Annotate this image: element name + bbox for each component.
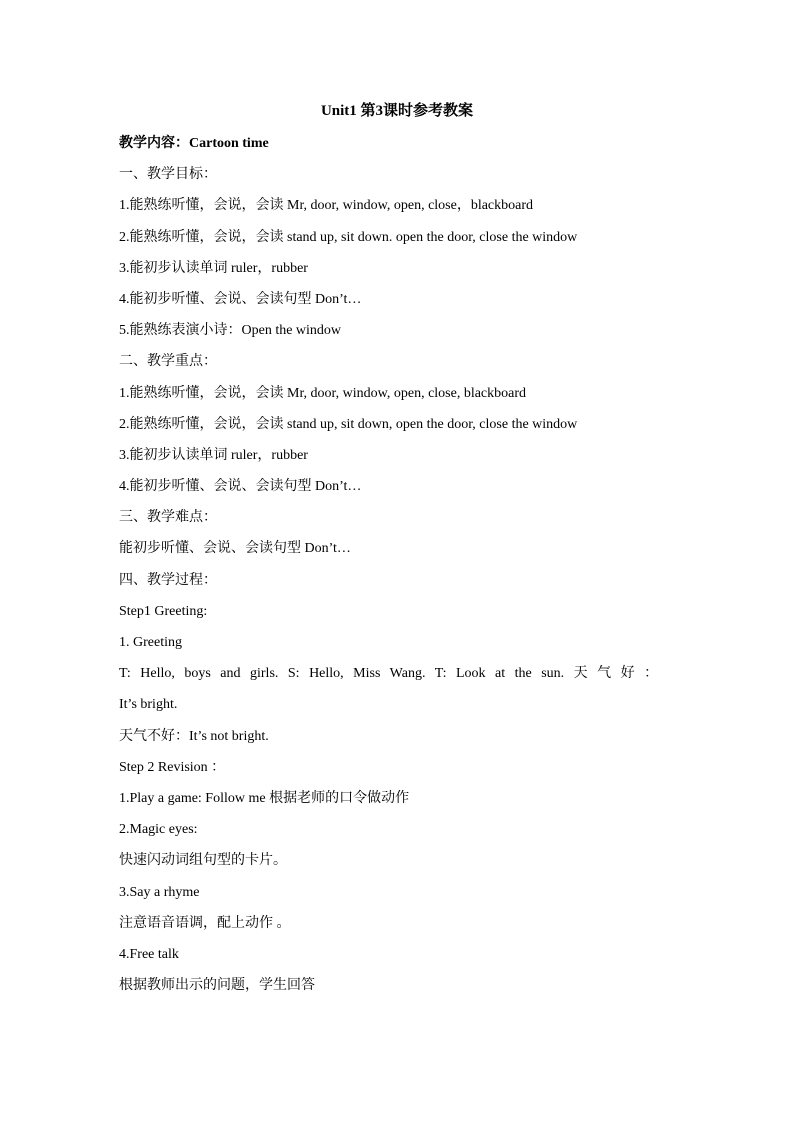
step-2-item-3: 3.Say a rhyme [119, 884, 200, 900]
step-2-item-1: 1.Play a game: Follow me 根据老师的口令做动作 [119, 790, 410, 806]
key-point-item-4: 4.能初步听懂、会说、会读句型 Don’t… [119, 479, 362, 495]
step-2-heading: Step 2 Revision ： [119, 759, 226, 775]
step-2-item-2: 2.Magic eyes: [119, 822, 198, 838]
document-title: Unit1 第3课时参考教案 [320, 103, 474, 119]
step-2-item-4-detail: 根据教师出示的问题，学生回答 [119, 978, 315, 994]
step-1-item-1: 1. Greeting [119, 635, 182, 650]
objective-item-2: 2.能熟练听懂，会说，会读 stand up, sit down. open the door, close the window [119, 229, 578, 245]
step-1-heading: Step1 Greeting: [119, 603, 208, 619]
step-2-item-2-detail: 快速闪动词组句型的卡片。 [119, 853, 287, 869]
section-heading-process: 四、教学过程： [119, 572, 217, 588]
difficulty-item: 能初步听懂、会说、会读句型 Don’t… [119, 541, 351, 557]
greeting-dialog-continued: It’s bright. [119, 697, 178, 713]
step-2-item-3-detail: 注意语音语调，配上动作 。 [119, 915, 291, 931]
objective-item-1: 1.能熟练听懂，会说，会读 Mr, door, window, open, close，blackboard [119, 198, 534, 214]
key-point-item-3: 3.能初步认读单词 ruler，rubber [119, 447, 308, 463]
objective-item-5: 5.能熟练表演小诗：Open the window [119, 323, 342, 339]
section-heading-objectives: 一、教学目标： [119, 167, 217, 183]
document-body [119, 133, 679, 1006]
objective-item-3: 3.能初步认读单词 ruler，rubber [119, 260, 308, 276]
key-point-item-2: 2.能熟练听懂，会说，会读 stand up, sit down, open the door, close the window [119, 416, 578, 432]
step-2-item-4: 4.Free talk [119, 946, 179, 962]
section-heading-key-points: 二、教学重点： [119, 354, 217, 370]
weather-not-good-line: 天气不好：It’s not bright. [119, 728, 269, 744]
section-heading-difficulties: 三、教学难点： [119, 510, 217, 526]
key-point-item-1: 1.能熟练听懂，会说，会读 Mr, door, window, open, close, blackboard [119, 385, 527, 401]
greeting-dialog-line: T: Hello, boys and girls. S: Hello, Miss Wang. T: Look at the sun. 天 气 好 ： [119, 666, 659, 682]
objective-item-4: 4.能初步听懂、会说、会读句型 Don’t… [119, 291, 362, 307]
teaching-content-line: 教学内容：Cartoon time [119, 136, 269, 151]
